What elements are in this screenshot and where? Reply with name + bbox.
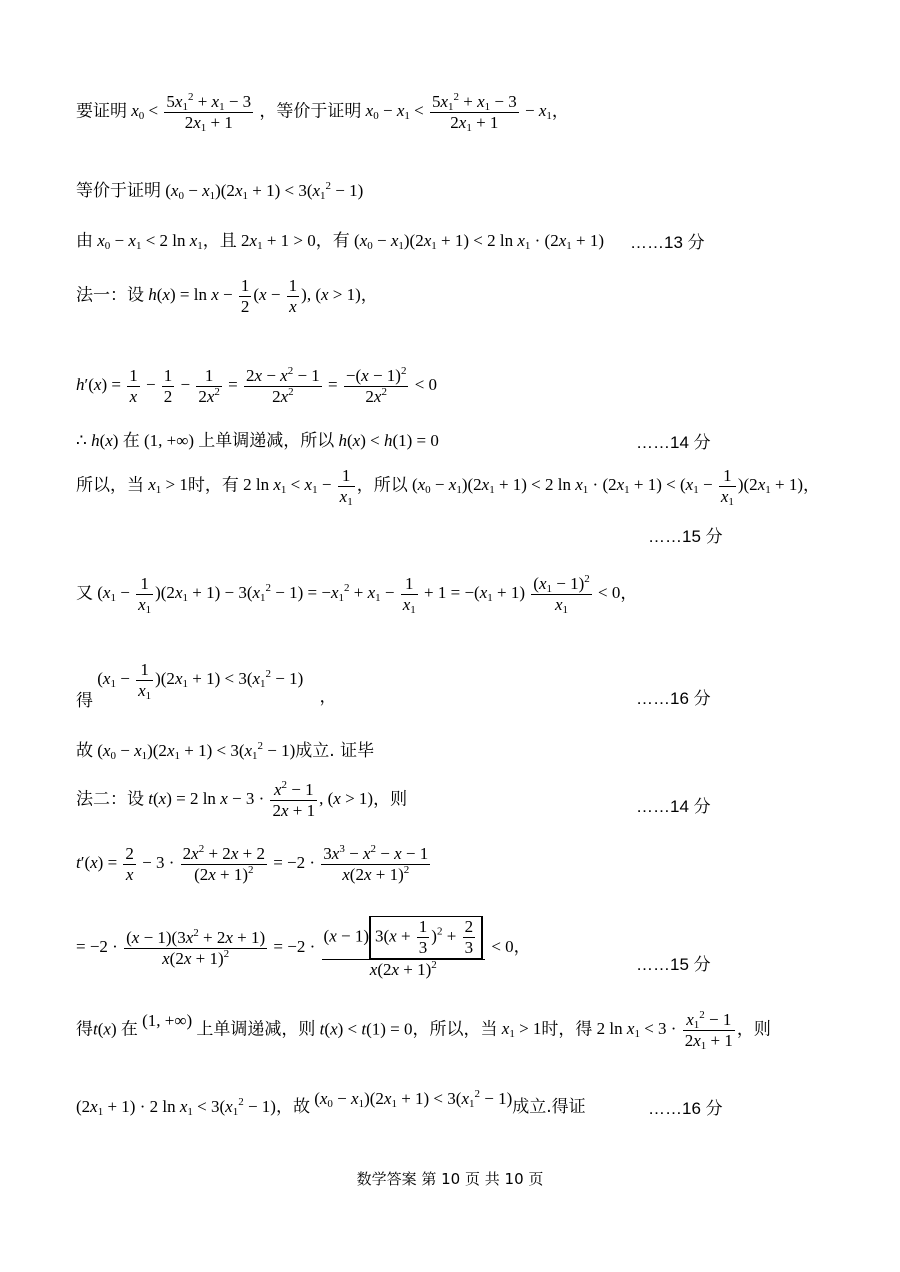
score-16a: ……16 分 <box>636 689 711 708</box>
score-14a: ……14 分 <box>636 433 711 452</box>
line-method-one: 法一：设 h(x) = ln x − $\frac{1}{2}$ (x − $\frac{1}{x}$ ), (x > 1)， <box>76 276 378 316</box>
score-16b: ……16 分 <box>648 1099 723 1118</box>
line-derivative-t: t′(x) = $\frac{2}{x}$ − 3 · $\frac{2x^2 + 2x + 2}{(2x + 1)^2}$ = −2 · $\frac{3x^3 - x^2 - x - 1}{x(2x + 1)^2}$ <box>76 843 429 884</box>
score-14b: ……14 分 <box>636 797 711 816</box>
line-so-when: 所以，当 $x_1 > 1$时，有 2 $\ln x_1 < x_1$ − $\frac{1}{x_1}$ ，所以 $(x_0 - x_1)(2x_1 + 1) < 2$ $\ln x_1 \cdot (2x_1 + 1) < (x_1$ − $\frac{1}{x_1}$ )$(2x_1 + 1)$， <box>76 466 820 508</box>
line-prove-inequality: 要证明 $x_0$ < $\frac{5x_1^2 + x_1 - 3}{2x_1 + 1}$ ，等价于证明 $x_0 - x_1$ < $\frac{5x_1^2 + x_1 - 3}{2x_1 + 1}$ − $x_1$， <box>76 91 569 134</box>
score-15a: ……15 分 <box>648 527 723 546</box>
score-15b: ……15 分 <box>636 955 711 974</box>
line-conclusion: $(2x_1 + 1) \cdot 2$ $\ln x_1 < 3(x_1^2 - 1)$，故 $(x_0 - x_1)(2x_1 + 1) < 3(x_1^2 - 1)$成立.得证 <box>76 1088 586 1118</box>
line-equivalent-statement: 等价于证明 $(x_0 - x_1)(2x_1 + 1) < 3(x_1^2 - 1)$ <box>76 180 364 202</box>
score-13: ……13 分 <box>630 233 705 252</box>
line-method-two: 法二：设 t(x) = 2 ln x − 3 · $\frac{x^2 - 1}{2x + 1}$ , (x > 1)，则 <box>76 779 408 820</box>
line-derivative-h: h′(x) = $\frac{1}{x}$ − $\frac{1}{2}$ − $\frac{1}{2x^2}$ = $\frac{2x - x^2 - 1}{2x^2}$ = $\frac{-(x - 1)^2}{2x^2}$ < 0 <box>76 365 438 406</box>
line-given: 由 $x_0 - x_1 < 2$ $\ln x_1$，且 $2x_1 + 1 > 0$，有 $(x_0 - x_1)(2x_1 + 1) < 2$ $\ln x_1 \cdot (2x_1 + 1)$ <box>76 231 604 252</box>
line-obtain: 得 ($x_1$ − $\frac{1}{x_1}$ )$(2x_1 + 1) < 3(x_1^2 - 1)$ ， <box>76 660 337 712</box>
line-also: 又 ($x_1$ − $\frac{1}{x_1}$ )$(2x_1 + 1) - 3(x_1^2 - 1) = -x_1^2 + x_1$ − $\frac{1}{x_1}$ + $1 = -(x_1 + 1)$ $\frac{(x_1 - 1)^2}{x_1}$ < 0， <box>76 573 638 616</box>
line-factorization: = −2 · $\frac{(x - 1)(3x^2 + 2x + 1)}{x(2x + 1)^2}$ = −2 · (x − 1) 3(x + $\frac{1}{3}$ )$^2$ + $\frac{2}{3}$ $x(2x + 1)^2$ < 0， <box>76 917 531 979</box>
line-h-decreasing: ∴ h(x) 在 (1, +∞) 上单调递减，所以 h(x) < h(1) = 0 <box>76 431 439 451</box>
line-t-decreasing: 得t(x) 在 (1, +∞) 上单调递减，则 t(x) < t(1) = 0，所以，当 $x_1 > 1$时，得 2 $\ln x_1 < 3$ · $\frac{x_1^2 - 1}{2x_1 + 1}$ ，则 <box>76 1009 771 1052</box>
page-footer: 数学答案 第 10 页 共 10 页 <box>356 1170 544 1188</box>
line-therefore: 故 $(x_0 - x_1)(2x_1 + 1) < 3(x_1^2 - 1)$成立. 证毕 <box>76 740 375 762</box>
